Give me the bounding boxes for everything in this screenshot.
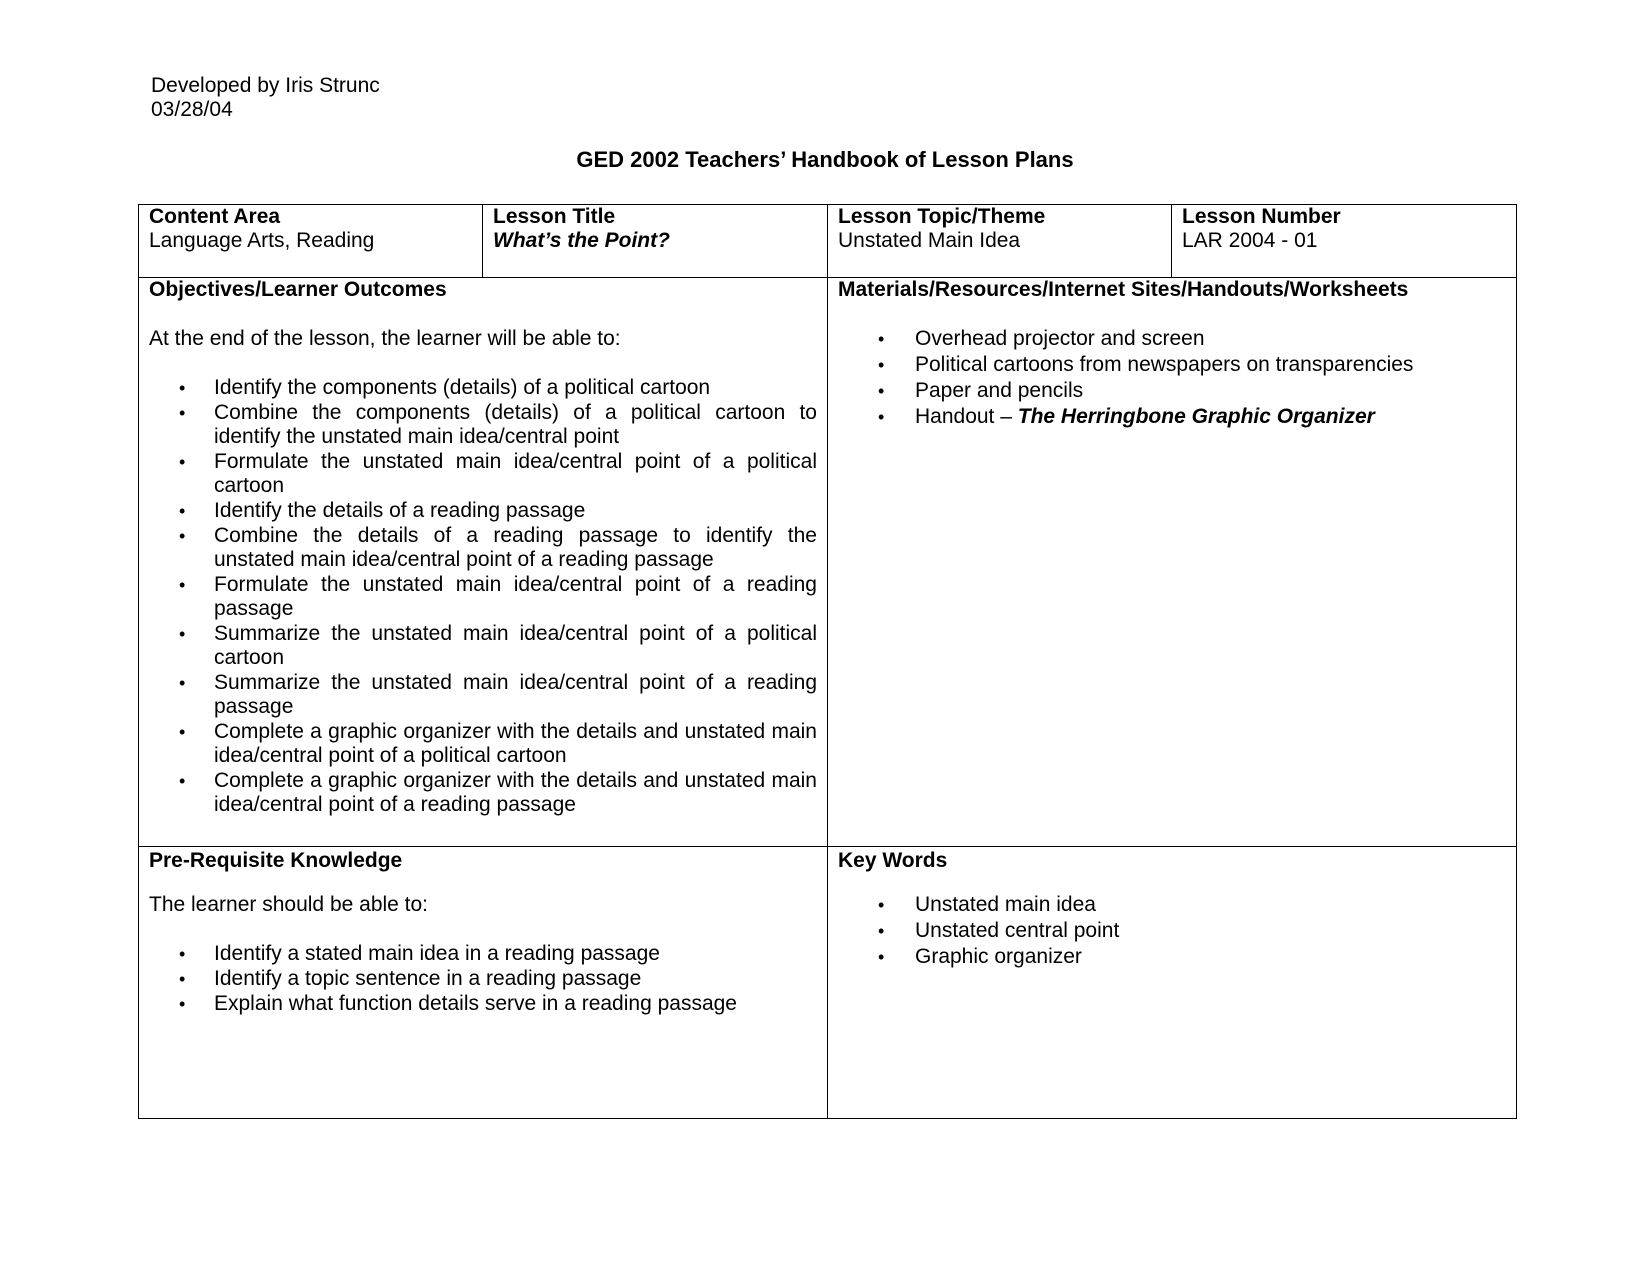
lesson-topic-cell	[828, 205, 1172, 278]
list-item: • Graphic organizer	[878, 945, 1082, 968]
document-title: GED 2002 Teachers’ Handbook of Lesson Plans	[576, 147, 1074, 172]
bullet-icon: •	[179, 378, 186, 398]
list-item: • Identify a topic sentence in a reading passage	[179, 967, 642, 990]
bullet-icon: •	[878, 329, 885, 349]
list-item: • Complete a graphic organizer with the details and unstated main idea/central point of a reading passage	[179, 769, 817, 816]
bullet-icon: •	[179, 969, 186, 989]
bullet-icon: •	[179, 575, 186, 595]
lesson-topic-value: Unstated Main Idea	[838, 229, 1021, 252]
list-item: • Unstated main idea	[878, 893, 1096, 916]
document-header	[151, 74, 380, 122]
bullet-icon: •	[878, 381, 885, 401]
list-item: • Political cartoons from newspapers on transparencies	[878, 353, 1414, 376]
lesson-title-value: What’s the Point?	[493, 229, 670, 252]
lesson-title-cell	[483, 205, 828, 278]
objectives-materials-row	[139, 278, 1517, 847]
objectives-cell	[139, 278, 828, 847]
bullet-icon: •	[179, 403, 186, 423]
bullet-icon: •	[878, 895, 885, 915]
bullet-icon: •	[179, 771, 186, 791]
materials-heading: Materials/Resources/Internet Sites/Handouts/Worksheets	[838, 278, 1409, 301]
list-item: • Paper and pencils	[878, 379, 1084, 402]
bullet-icon: •	[878, 947, 885, 967]
lesson-topic-heading: Lesson Topic/Theme	[838, 205, 1046, 228]
prerequisite-cell	[139, 847, 828, 1119]
bullet-icon: •	[179, 994, 186, 1014]
list-item: • Combine the components (details) of a political cartoon to identify the unstated main idea/central point	[179, 401, 817, 448]
content-area-cell	[139, 205, 483, 278]
list-item: • Identify the details of a reading passage	[179, 499, 586, 522]
list-item: • Summarize the unstated main idea/central point of a political cartoon	[179, 622, 817, 669]
content-area-heading: Content Area	[149, 205, 281, 228]
lesson-number-value: LAR 2004 - 01	[1182, 229, 1318, 252]
materials-list	[828, 327, 1516, 429]
list-item: • Formulate the unstated main idea/central point of a political cartoon	[179, 450, 817, 497]
list-item	[878, 405, 1506, 429]
bullet-icon: •	[179, 673, 186, 693]
list-item: • Explain what function details serve in a reading passage	[179, 992, 737, 1015]
list-item: • Identify a stated main idea in a reading passage	[179, 942, 660, 965]
prerequisite-heading: Pre-Requisite Knowledge	[149, 849, 403, 872]
prerequisite-intro: The learner should be able to:	[149, 893, 429, 916]
list-item: • Identify the components (details) of a political cartoon	[179, 376, 711, 399]
bullet-icon: •	[179, 944, 186, 964]
prerequisite-list	[139, 942, 827, 1016]
key-words-list	[828, 893, 1516, 969]
lesson-number-heading: Lesson Number	[1182, 205, 1341, 228]
lesson-title-heading: Lesson Title	[493, 205, 616, 228]
handout-title: The Herringbone Graphic Organizer	[1017, 405, 1375, 428]
list-item: • Combine the details of a reading passage to identify the unstated main idea/central point of a reading passage	[179, 524, 817, 571]
developer-credit: Developed by Iris Strunc	[151, 74, 380, 97]
objectives-list	[139, 376, 827, 817]
key-words-cell	[828, 847, 1517, 1119]
bullet-icon: •	[878, 407, 885, 427]
prerequisite-keywords-row	[139, 847, 1517, 1119]
lesson-info-row	[139, 205, 1517, 278]
list-item: • Unstated central point	[878, 919, 1120, 942]
list-item: • Summarize the unstated main idea/central point of a reading passage	[179, 671, 817, 718]
lesson-number-cell	[1172, 205, 1517, 278]
bullet-icon: •	[179, 624, 186, 644]
key-words-heading: Key Words	[838, 849, 948, 872]
materials-cell	[828, 278, 1517, 847]
bullet-icon: •	[179, 526, 186, 546]
lesson-plan-table	[138, 204, 1517, 1119]
bullet-icon: •	[878, 355, 885, 375]
objectives-heading: Objectives/Learner Outcomes	[149, 278, 447, 301]
list-item: • Formulate the unstated main idea/central point of a reading passage	[179, 573, 817, 620]
content-area-value: Language Arts, Reading	[149, 229, 375, 252]
document-date: 03/28/04	[151, 98, 233, 121]
bullet-icon: •	[179, 722, 186, 742]
list-item: • Overhead projector and screen	[878, 327, 1205, 350]
objectives-intro: At the end of the lesson, the learner will be able to:	[149, 327, 621, 350]
bullet-icon: •	[179, 501, 186, 521]
handout-prefix: Handout –	[915, 405, 1018, 428]
bullet-icon: •	[878, 921, 885, 941]
list-item: • Complete a graphic organizer with the details and unstated main idea/central point of a political cartoon	[179, 720, 817, 767]
bullet-icon: •	[179, 452, 186, 472]
